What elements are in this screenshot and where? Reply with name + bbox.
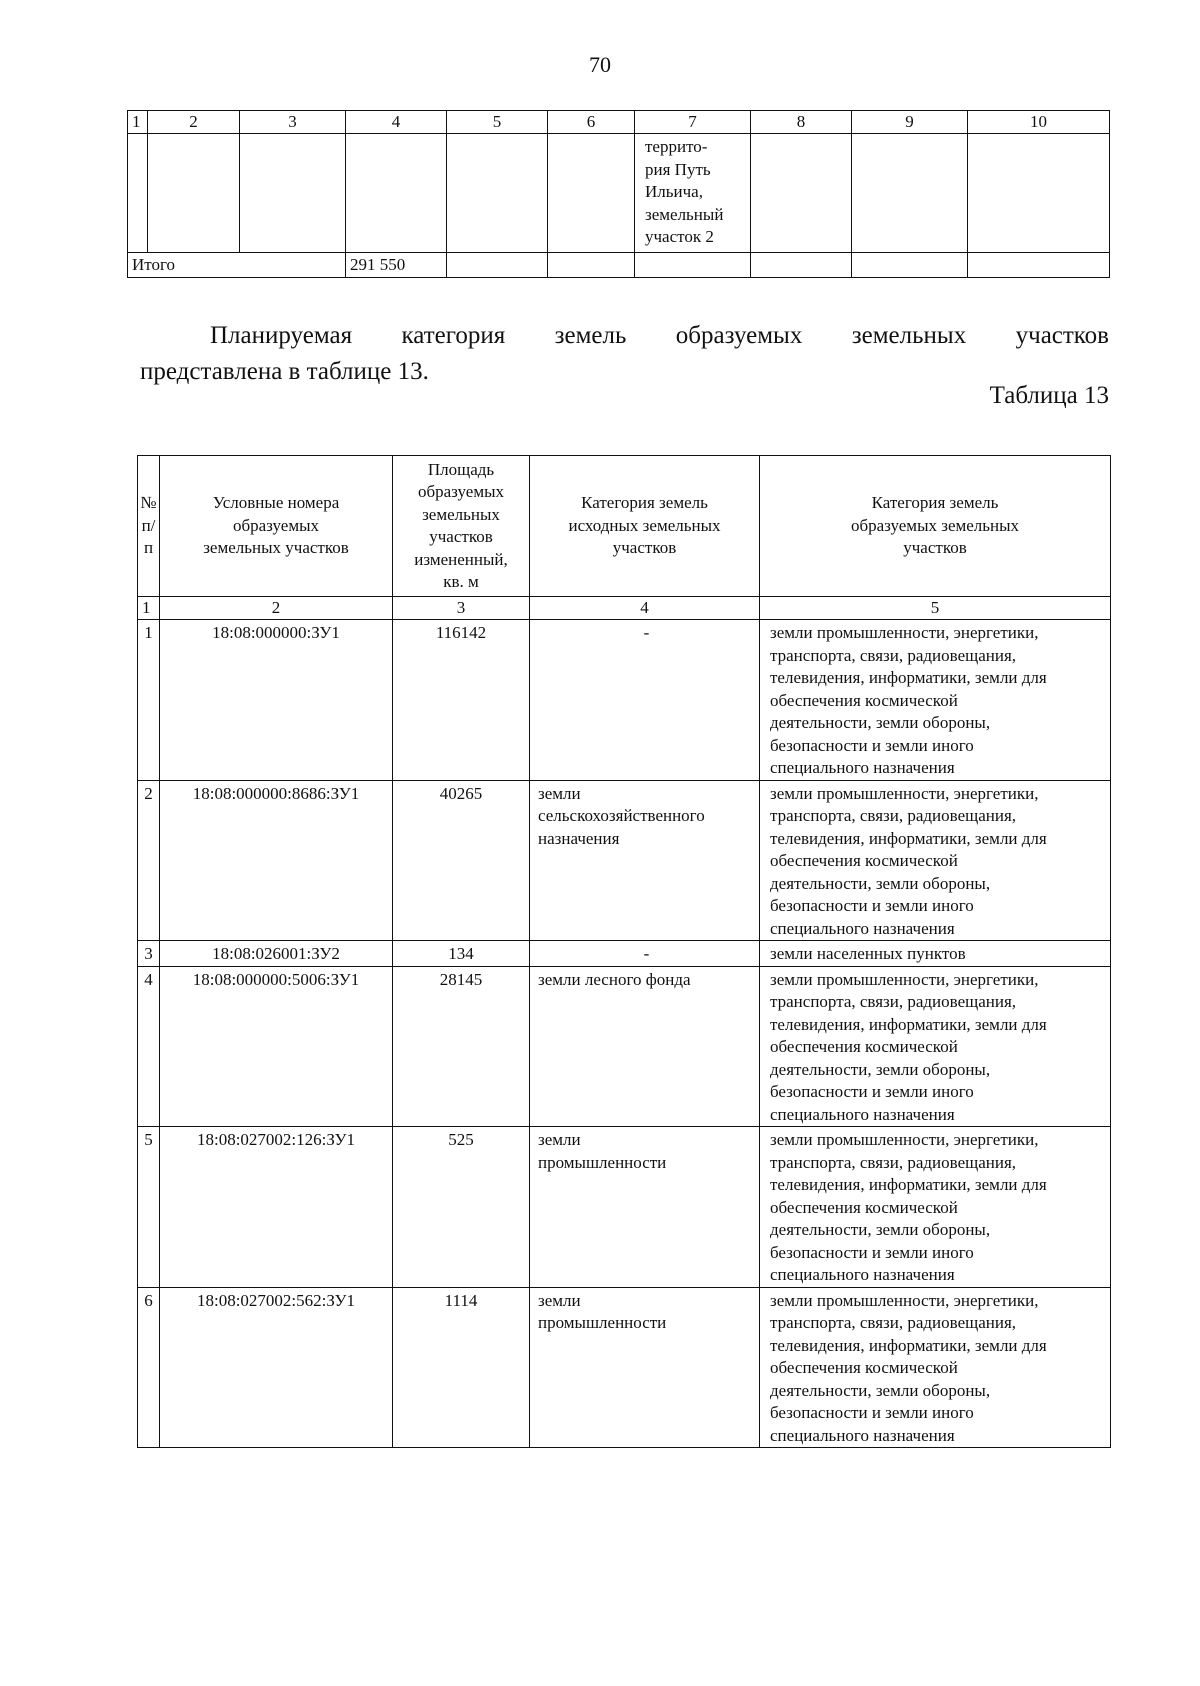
- continuation-header-row: [128, 111, 1110, 134]
- col-number: 10: [968, 111, 1110, 134]
- table-row: 2 18:08:000000:8686:ЗУ1 40265 земли сельскохозяйственного назначения земли промышленности, энергетики, транспорта, связи, радиовещания, телевидения, информатики, земли для обеспечения космической деятельности, земли обороны, безопасности и земли иного специального назначения: [138, 780, 1111, 941]
- col-number: 4: [346, 111, 447, 134]
- col-number: 8: [751, 111, 852, 134]
- table-caption: Таблица 13: [989, 382, 1109, 409]
- col-number: 5: [447, 111, 548, 134]
- intro-paragraph: [140, 318, 1109, 390]
- col-number: 9: [852, 111, 968, 134]
- page-number: 70: [589, 52, 611, 77]
- table-row: 5 18:08:027002:126:ЗУ1 525 земли промышленности земли промышленности, энергетики, транспорта, связи, радиовещания, телевидения, информатики, земли для обеспечения космической деятельности, земли обороны, безопасности и земли иного специального назначения: [138, 1127, 1111, 1288]
- header-number: № п/п: [138, 456, 160, 597]
- table-row: 6 18:08:027002:562:ЗУ1 1114 земли промышленности земли промышленности, энергетики, транспорта, связи, радиовещания, телевидения, информатики, земли для обеспечения космической деятельности, земли обороны, безопасности и земли иного специального назначения: [138, 1287, 1111, 1448]
- paragraph-line: представлена в таблице 13.: [140, 358, 429, 385]
- table-13-column-numbers: 1 2 3 4 5: [138, 597, 1111, 620]
- table-row: 3 18:08:026001:ЗУ2 134 - земли населенных пунктов: [138, 941, 1111, 967]
- col-number: 1: [128, 111, 148, 134]
- table-row: 1 18:08:000000:ЗУ1 116142 - земли промышленности, энергетики, транспорта, связи, радиовещания, телевидения, информатики, земли для обеспечения космической деятельности, земли обороны, безопасности и земли иного специального назначения: [138, 620, 1111, 781]
- table-13: [137, 455, 1111, 1448]
- territory-cell: террито- рия Путь Ильича, земельный участок 2: [635, 134, 751, 253]
- col-number: 6: [548, 111, 635, 134]
- continuation-table: [127, 110, 1110, 278]
- table-row: 4 18:08:000000:5006:ЗУ1 28145 земли лесного фонда земли промышленности, энергетики, транспорта, связи, радиовещания, телевидения, информатики, земли для обеспечения космической деятельности, земли обороны, безопасности и земли иного специального назначения: [138, 966, 1111, 1127]
- total-label: Итого: [128, 253, 346, 278]
- table-13-header-row: [138, 456, 1111, 597]
- header-source-category: Категория земель исходных земельных участков: [530, 456, 760, 597]
- col-number: 2: [148, 111, 240, 134]
- header-area: Площадь образуемых земельных участков измененный, кв. м: [393, 456, 530, 597]
- col-number: 7: [635, 111, 751, 134]
- header-target-category: Категория земель образуемых земельных участков: [760, 456, 1111, 597]
- header-plot-numbers: Условные номера образуемых земельных участков: [160, 456, 393, 597]
- total-value: 291 550: [346, 253, 447, 278]
- continuation-row: [128, 134, 1110, 253]
- paragraph-line: Планируемая категория земель образуемых земельных участков: [210, 322, 1109, 349]
- total-row: [128, 253, 1110, 278]
- col-number: 3: [240, 111, 346, 134]
